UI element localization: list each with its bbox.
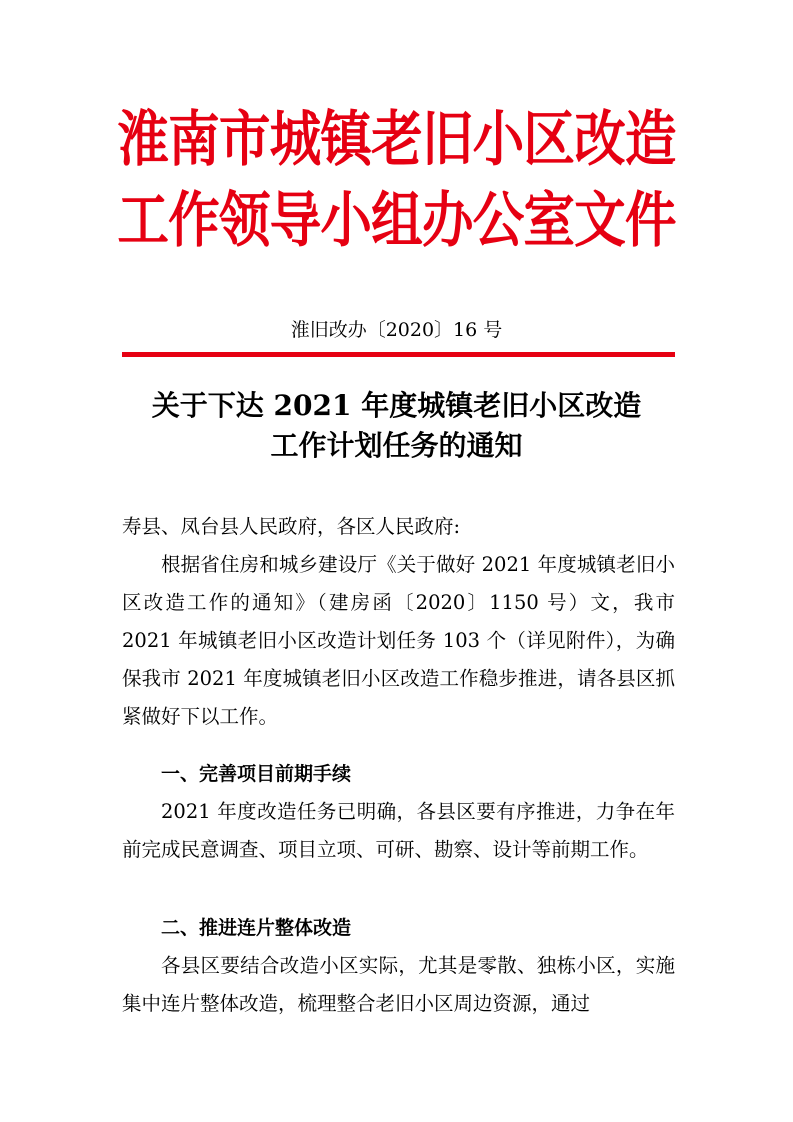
section-1-paragraph bbox=[122, 793, 675, 869]
section-1-text: 2021 年度改造任务已明确，各县区要有序推进，力争在年前完成民意调查、项目立项、可研、勘察、设计等前期工作。 bbox=[122, 800, 675, 861]
section-2-text: 各县区要结合改造小区实际，尤其是零散、独栋小区，实施集中连片整体改造，梳理整合老旧小区周边资源，通过 bbox=[122, 954, 675, 1015]
addressee-text: 寿县、凤台县人民政府，各区人民政府: bbox=[122, 515, 461, 538]
issuer-header-line-2: 工作领导小组办公室文件 bbox=[117, 186, 676, 256]
section-2-paragraph bbox=[122, 947, 675, 1023]
intro-paragraph bbox=[122, 546, 675, 736]
section-heading-2: 二、推进连片整体改造 bbox=[161, 917, 352, 939]
document-number: 淮旧改办〔2020〕16 号 bbox=[290, 319, 503, 341]
notice-title-line-1: 关于下达 2021 年度城镇老旧小区改造 bbox=[151, 389, 642, 422]
red-divider-line bbox=[122, 352, 675, 357]
addressee bbox=[122, 508, 675, 546]
section-heading-1: 一、完善项目前期手续 bbox=[161, 763, 352, 785]
intro-paragraph-text: 根据省住房和城乡建设厅《关于做好 2021 年度城镇老旧小区改造工作的通知》（建房函〔2020〕1150 号）文，我市 2021 年城镇老旧小区改造计划任务 103 个（详见附件），为确保我市 2021 年度城镇老旧小区改造工作稳步推进，请各县区抓紧做好下以工作。 bbox=[122, 553, 675, 728]
notice-title-line-2: 工作计划任务的通知 bbox=[270, 429, 523, 462]
issuer-header-line-1: 淮南市城镇老旧小区改造 bbox=[117, 105, 676, 175]
